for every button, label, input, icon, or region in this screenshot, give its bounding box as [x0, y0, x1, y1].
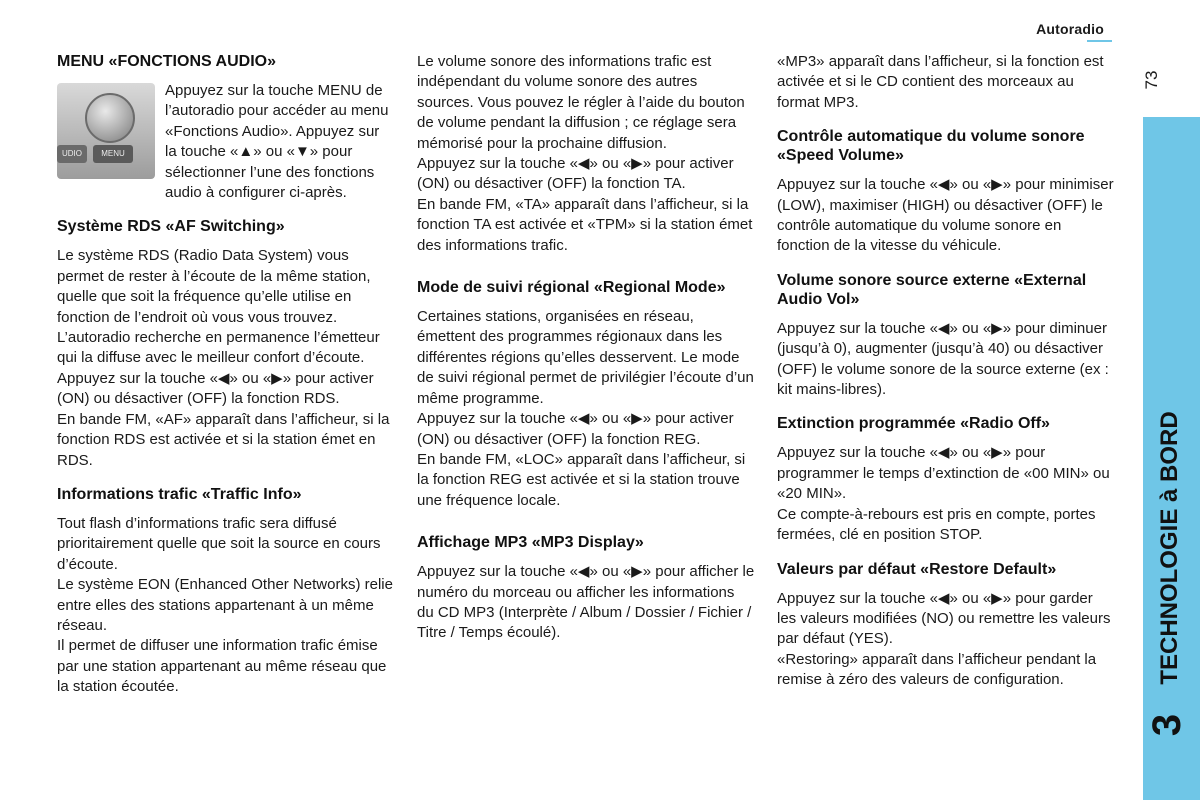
paragraph: En bande FM, «LOC» apparaît dans l’afficheur, si la fonction REG est activée et si la station trouve une fréquence locale. [417, 450, 746, 509]
paragraph: Tout flash d’informations trafic sera diffusé prioritairement quelle que soit la source en cours d’écoute. [57, 514, 381, 573]
section-rds [57, 217, 395, 470]
header-rule [1087, 40, 1112, 42]
audio-button-icon: UDIO [57, 145, 87, 163]
chapter-number: 3 [1145, 713, 1189, 737]
paragraph: Appuyez sur la touche «◀» ou «▶» pour activer (ON) ou désactiver (OFF) la fonction TA. [417, 155, 734, 193]
chapter-title: TECHNOLOGIE à BORD [1156, 411, 1183, 685]
paragraph: Le volume sonore des informations trafic est indépendant du volume sonore des autres sources. Vous pouvez le régler à l’aide du bouton de volume pendant la diffusion ; ce réglage sera mémorisé pour la prochaine diffusion. [417, 53, 745, 152]
paragraph: Appuyez sur la touche «◀» ou «▶» pour minimiser (LOW), maximiser (HIGH) ou désactiver (OFF) le contrôle automatique du volume sonore en fonction de la vitesse du véhicule. [777, 176, 1114, 255]
paragraph: Certaines stations, organisées en réseau, émettent des programmes régionaux dans les différentes régions qu’elles desservent. Le mode de suivi régional permet de privilégier l’écoute d’un même programme. [417, 308, 754, 407]
section-external-audio [777, 271, 1115, 401]
section-restore-default [777, 560, 1115, 691]
section-mp3 [417, 533, 755, 644]
running-header: Autoradio [1036, 21, 1104, 37]
section-title: Valeurs par défaut «Restore Default» [777, 560, 1057, 578]
section-radio-off [777, 414, 1115, 545]
page-number: 73 [1142, 70, 1161, 90]
paragraph: Appuyez sur la touche «◀» ou «▶» pour garder les valeurs modifiées (NO) ou remettre les valeurs par défaut (YES). [777, 589, 1111, 648]
paragraph: Le système RDS (Radio Data System) vous permet de rester à l’écoute de la même station, quelle que soit la fréquence qu’elle utilise en fonction de l’endroit où vous vous trouvez. L’autoradio recherche en permanence l’émetteur qui la diffuse avec le meilleur confort d’écoute. [57, 247, 380, 367]
paragraph: Ce compte-à-rebours est pris en compte, portes fermées, clé en position STOP. [777, 505, 1096, 544]
column-1 [57, 52, 395, 712]
menu-button-icon: MENU [93, 145, 133, 163]
section-title: Contrôle automatique du volume sonore «Speed Volume» [777, 128, 1085, 165]
section-regional [417, 278, 755, 511]
section-menu [57, 52, 395, 203]
section-title: Affichage MP3 «MP3 Display» [417, 534, 644, 552]
radio-menu-button-image [57, 83, 155, 179]
section-title: Système RDS «AF Switching» [57, 218, 285, 236]
paragraph: Appuyez sur la touche «◀» ou «▶» pour diminuer (jusqu’à 0), augmenter (jusqu’à 40) ou désactiver (OFF) le volume sonore de la source externe (ex : kit mains-libres). [777, 319, 1109, 399]
section-speed-volume [777, 127, 1115, 257]
section-title: Extinction programmée «Radio Off» [777, 415, 1050, 433]
section-traffic [57, 485, 395, 698]
paragraph: «Restoring» apparaît dans l’afficheur pendant la remise à zéro des valeurs de configuration. [777, 650, 1097, 689]
paragraph: Le système EON (Enhanced Other Networks) relie entre elles des stations appartenant à un même réseau. [57, 576, 393, 634]
paragraph: Il permet de diffuser une information trafic émise par une station appartenant au même réseau que la station écoutée. [57, 637, 387, 696]
section-title: Informations trafic «Traffic Info» [57, 485, 302, 503]
section-title: MENU «FONCTIONS AUDIO» [57, 53, 276, 70]
paragraph: Appuyez sur la touche MENU de l’autoradio pour accéder au menu «Fonctions Audio». Appuyez sur la touche «▲» ou «▼» pour sélectionner l’une des fonctions audio à configurer ci-après. [165, 82, 389, 202]
paragraph: «MP3» apparaît dans l’afficheur, si la fonction est activée et si le CD contient des morceaux au format MP3. [777, 53, 1104, 111]
section-title: Volume sonore source externe «External Audio Vol» [777, 271, 1087, 308]
paragraph: Appuyez sur la touche «◀» ou «▶» pour programmer le temps d’extinction de «00 MIN» ou «20 MIN». [777, 444, 1110, 503]
paragraph: En bande FM, «TA» apparaît dans l’afficheur, si la fonction TA est activée et «TPM» si la station émet des informations trafic. [417, 195, 753, 254]
section-title: Mode de suivi régional «Regional Mode» [417, 279, 726, 297]
paragraph: En bande FM, «AF» apparaît dans l’afficheur, si la fonction RDS est activée et si la station émet en RDS. [57, 410, 390, 469]
paragraph: Appuyez sur la touche «◀» ou «▶» pour activer (ON) ou désactiver (OFF) la fonction RDS. [57, 369, 374, 408]
paragraph: Appuyez sur la touche «◀» ou «▶» pour afficher le numéro du morceau ou afficher les informations du CD MP3 (Interprète / Album / Dossier / Fichier / Titre / Temps écoulé). [417, 563, 755, 642]
column-3 [777, 52, 1115, 705]
section-mp3-continued [777, 52, 1115, 113]
directional-knob-icon [85, 93, 135, 143]
paragraph: Appuyez sur la touche «◀» ou «▶» pour activer (ON) ou désactiver (OFF) la fonction REG. [417, 410, 734, 448]
section-traffic-continued [417, 52, 755, 256]
column-2 [417, 52, 755, 658]
